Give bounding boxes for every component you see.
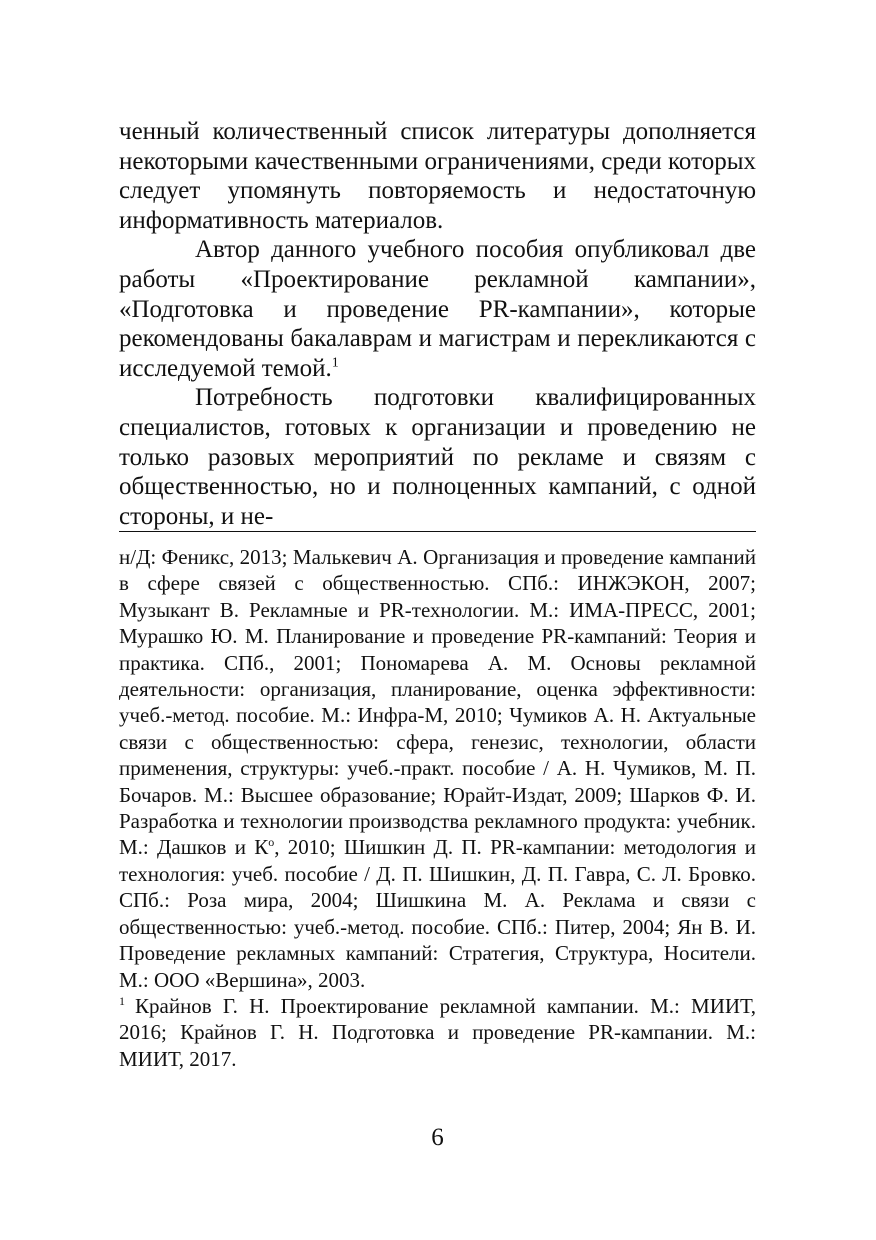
footnote-1-marker: 1	[119, 993, 125, 1008]
paragraph-3	[119, 383, 756, 531]
superscript-o: о	[268, 835, 275, 850]
page-number: 6	[431, 1124, 444, 1151]
footnote-separator	[119, 531, 756, 532]
paragraph-3-text: Потребность подготовки квалифицированных специалистов, готовых к организации и проведению не только разовых мероприятий по рекламе и связям с общественностью, но и полноценных кампаний, с одной стороны, и не-	[119, 384, 756, 530]
document-page	[119, 0, 756, 1240]
paragraph-1	[119, 117, 756, 235]
paragraph-1-text: ченный количественный список литературы дополняется некоторыми качественными ограничениями, среди которых следует упомянуть повторяемость и недостаточную информативность материалов.	[119, 118, 756, 234]
footnote-reference-1: 1	[331, 355, 339, 371]
paragraph-2-text: Автор данного учебного пособия опубликовал две работы «Проектирование рекламной кампании», «Подготовка и проведение PR-кампании», которые рекомендованы бакалаврам и магистрам и перекликаются с исследуемой темой.	[119, 236, 756, 382]
main-text	[119, 117, 756, 531]
paragraph-2	[119, 235, 756, 383]
footnote-continuation	[119, 544, 756, 993]
footnote-continuation-text-a: н/Д: Феникс, 2013; Малькевич А. Организация и проведение кампаний в сфере связей с общественностью. СПб.: ИНЖЭКОН, 2007; Музыкант В. Рекламные и PR-технологии. М.: ИМА-ПРЕСС, 2001; Мурашко Ю. М. Планирование и проведение PR-кампаний: Теория и практика. СПб., 2001; Пономарева А. М. Основы рекламной деятельности: организация, планирование, оценка эффективности: учеб.-метод. пособие. М.: Инфра-М, 2010; Чумиков А. Н. Актуальные связи с общественностью: сфера, генезис, технологии, области применения, структуры: учеб.-практ. пособие / А. Н. Чумиков, М. П. Бочаров. М.: Высшее образование; Юрайт-Издат, 2009; Шарков Ф. И. Разработка и технологии производства рекламного продукта: учебник. М.: Дашков и К	[119, 545, 756, 860]
footnote-1	[119, 993, 756, 1072]
footnote-continuation-text-b: , 2010; Шишкин Д. П. PR-кампании: методология и технология: учеб. пособие / Д. П. Шишкин, Д. П. Гавра, С. Л. Бровко. СПб.: Роза мира, 2004; Шишкина М. А. Реклама и связи с общественностью: учеб.-метод. пособие. СПб.: Питер, 2004; Ян В. И. Проведение рекламных кампаний: Стратегия, Структура, Носители. М.: ООО «Вершина», 2003.	[119, 835, 757, 992]
footnote-1-text: Крайнов Г. Н. Проектирование рекламной кампании. М.: МИИТ, 2016; Крайнов Г. Н. Подготовка и проведение PR-кампании. М.: МИИТ, 2017.	[119, 993, 756, 1071]
footnotes	[119, 544, 756, 1072]
